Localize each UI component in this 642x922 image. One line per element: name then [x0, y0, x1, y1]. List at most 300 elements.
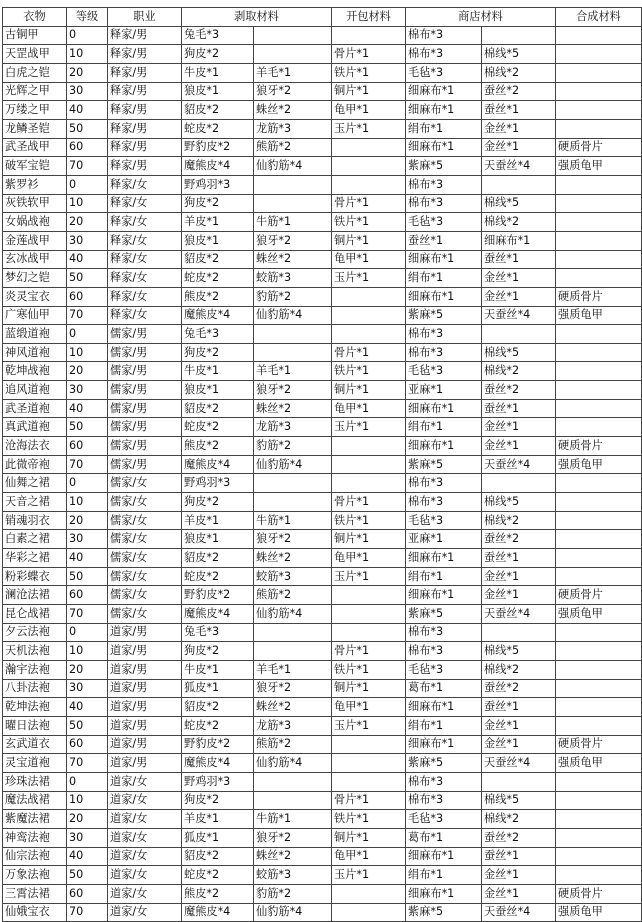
- cell-craft: [556, 45, 642, 64]
- cell-shop-1: 棉布*3: [406, 623, 482, 642]
- cell-craft: [556, 493, 642, 512]
- cell-shop-1: 绢布*1: [406, 866, 482, 885]
- cell-drop-1: 魔熊皮*4: [182, 605, 254, 624]
- table-row: [3, 399, 642, 418]
- cell-drop-2: 羊毛*1: [254, 362, 332, 381]
- cell-shop-2: 金丝*1: [482, 437, 556, 456]
- cell-drop-1: 魔熊皮*4: [182, 157, 254, 176]
- cell-name: 蓝缎道袍: [3, 325, 67, 344]
- table-row: [3, 287, 642, 306]
- cell-drop-2: [254, 175, 332, 194]
- cell-open: 玉片*1: [332, 418, 406, 437]
- cell-open: 铁片*1: [332, 362, 406, 381]
- cell-craft: [556, 866, 642, 885]
- cell-open: 玉片*1: [332, 866, 406, 885]
- cell-name: 金莲战甲: [3, 231, 67, 250]
- cell-drop-2: 牛筋*1: [254, 213, 332, 232]
- cell-drop-2: 龙筋*3: [254, 119, 332, 138]
- cell-name: 乾坤战袍: [3, 362, 67, 381]
- cell-drop-2: 蛛丝*2: [254, 698, 332, 717]
- cell-drop-2: [254, 343, 332, 362]
- cell-level: 40: [67, 399, 108, 418]
- cell-level: 70: [67, 157, 108, 176]
- table-row: [3, 175, 642, 194]
- cell-drop-1: 熊皮*2: [182, 437, 254, 456]
- cell-drop-1: 貂皮*2: [182, 250, 254, 269]
- cell-open: 铁片*1: [332, 511, 406, 530]
- cell-drop-1: 蛇皮*2: [182, 716, 254, 735]
- cell-craft: [556, 343, 642, 362]
- cell-name: 白素之裙: [3, 530, 67, 549]
- cell-job: 道家/女: [108, 866, 182, 885]
- cell-level: 50: [67, 866, 108, 885]
- cell-name: 天罡战甲: [3, 45, 67, 64]
- cell-craft: [556, 716, 642, 735]
- table-row: [3, 119, 642, 138]
- cell-drop-2: 熊筋*2: [254, 138, 332, 157]
- cell-drop-1: 狼皮*1: [182, 82, 254, 101]
- cell-craft: [556, 679, 642, 698]
- cell-job: 儒家/男: [108, 437, 182, 456]
- cell-job: 释家/男: [108, 157, 182, 176]
- cell-shop-2: 棉线*2: [482, 660, 556, 679]
- cell-drop-2: 蛟筋*3: [254, 567, 332, 586]
- table-row: [3, 642, 642, 661]
- cell-shop-2: 蚕丝*2: [482, 82, 556, 101]
- cell-level: 30: [67, 381, 108, 400]
- cell-drop-1: 蛇皮*2: [182, 567, 254, 586]
- cell-drop-1: 狼皮*1: [182, 231, 254, 250]
- cell-drop-2: [254, 791, 332, 810]
- cell-craft: [556, 101, 642, 120]
- cell-job: 道家/男: [108, 623, 182, 642]
- cell-shop-1: 棉布*3: [406, 325, 482, 344]
- cell-drop-2: 羊毛*1: [254, 660, 332, 679]
- cell-shop-1: 棉布*3: [406, 175, 482, 194]
- table-row: [3, 231, 642, 250]
- cell-level: 0: [67, 175, 108, 194]
- cell-shop-2: 天蚕丝*4: [482, 605, 556, 624]
- cell-name: 瀚宇法袍: [3, 660, 67, 679]
- cell-drop-2: 狼牙*2: [254, 530, 332, 549]
- cell-drop-1: 狗皮*2: [182, 791, 254, 810]
- cell-drop-2: [254, 26, 332, 45]
- cell-name: 万象法袍: [3, 866, 67, 885]
- cell-open: 铁片*1: [332, 63, 406, 82]
- cell-shop-1: 棉布*3: [406, 194, 482, 213]
- cell-drop-2: 仙豹筋*4: [254, 605, 332, 624]
- cell-drop-2: 仙豹筋*4: [254, 455, 332, 474]
- cell-level: 20: [67, 810, 108, 829]
- cell-drop-1: 狐皮*1: [182, 679, 254, 698]
- cell-name: 万缕之甲: [3, 101, 67, 120]
- cell-job: 释家/女: [108, 250, 182, 269]
- cell-drop-1: 貂皮*2: [182, 549, 254, 568]
- cell-job: 释家/女: [108, 175, 182, 194]
- cell-open: [332, 605, 406, 624]
- cell-drop-2: 豹筋*2: [254, 884, 332, 903]
- cell-shop-1: 棉布*3: [406, 772, 482, 791]
- cell-job: 释家/女: [108, 306, 182, 325]
- cell-job: 道家/女: [108, 791, 182, 810]
- cell-level: 30: [67, 231, 108, 250]
- cell-shop-1: 细麻布*1: [406, 586, 482, 605]
- cell-craft: [556, 381, 642, 400]
- cell-drop-1: 狼皮*1: [182, 381, 254, 400]
- cell-shop-2: 金丝*1: [482, 567, 556, 586]
- cell-open: 骨片*1: [332, 45, 406, 64]
- cell-shop-2: 金丝*1: [482, 138, 556, 157]
- table-row: [3, 754, 642, 773]
- cell-drop-1: 貂皮*2: [182, 101, 254, 120]
- cell-drop-1: 野豹皮*2: [182, 138, 254, 157]
- cell-drop-1: 羊皮*1: [182, 511, 254, 530]
- cell-name: 玄冰战甲: [3, 250, 67, 269]
- cell-drop-2: 熊筋*2: [254, 735, 332, 754]
- cell-shop-2: 棉线*5: [482, 642, 556, 661]
- cell-job: 儒家/女: [108, 474, 182, 493]
- cell-drop-2: 狼牙*2: [254, 82, 332, 101]
- cell-open: 铜片*1: [332, 828, 406, 847]
- cell-level: 10: [67, 45, 108, 64]
- header-row: [3, 8, 642, 27]
- cell-name: 此微帝袍: [3, 455, 67, 474]
- cell-level: 0: [67, 772, 108, 791]
- cell-name: 天机法袍: [3, 642, 67, 661]
- cell-job: 释家/男: [108, 26, 182, 45]
- cell-shop-1: 绢布*1: [406, 418, 482, 437]
- cell-shop-1: 亚麻*1: [406, 530, 482, 549]
- table-row: [3, 269, 642, 288]
- cell-open: 骨片*1: [332, 194, 406, 213]
- table-row: [3, 437, 642, 456]
- cell-job: 儒家/男: [108, 399, 182, 418]
- cell-drop-2: 龙筋*3: [254, 716, 332, 735]
- cell-craft: [556, 474, 642, 493]
- cell-job: 道家/女: [108, 810, 182, 829]
- cell-job: 道家/男: [108, 660, 182, 679]
- cell-level: 40: [67, 549, 108, 568]
- cell-level: 60: [67, 586, 108, 605]
- cell-drop-1: 蛇皮*2: [182, 866, 254, 885]
- cell-shop-2: 金丝*1: [482, 287, 556, 306]
- cell-shop-2: 金丝*1: [482, 716, 556, 735]
- cell-open: 骨片*1: [332, 343, 406, 362]
- cell-shop-1: 细麻布*1: [406, 82, 482, 101]
- cell-drop-2: 仙豹筋*4: [254, 157, 332, 176]
- cell-name: 灰铁软甲: [3, 194, 67, 213]
- cell-open: 铜片*1: [332, 231, 406, 250]
- cell-name: 紫罗衫: [3, 175, 67, 194]
- cell-drop-1: 牛皮*1: [182, 362, 254, 381]
- cell-craft: [556, 82, 642, 101]
- cell-shop-2: 金丝*1: [482, 884, 556, 903]
- cell-drop-1: 熊皮*2: [182, 884, 254, 903]
- cell-shop-2: 天蚕丝*4: [482, 455, 556, 474]
- cell-job: 释家/女: [108, 269, 182, 288]
- cell-drop-2: 蛛丝*2: [254, 250, 332, 269]
- cell-craft: [556, 549, 642, 568]
- cell-shop-1: 毛毡*3: [406, 362, 482, 381]
- table-row: [3, 586, 642, 605]
- cell-level: 20: [67, 63, 108, 82]
- table-row: [3, 26, 642, 45]
- cell-shop-1: 毛毡*3: [406, 511, 482, 530]
- cell-name: 武圣战甲: [3, 138, 67, 157]
- cell-job: 道家/男: [108, 716, 182, 735]
- cell-drop-1: 兔毛*3: [182, 623, 254, 642]
- cell-craft: [556, 567, 642, 586]
- cell-open: 铜片*1: [332, 679, 406, 698]
- cell-job: 儒家/女: [108, 567, 182, 586]
- cell-drop-1: 魔熊皮*4: [182, 754, 254, 773]
- cell-level: 50: [67, 119, 108, 138]
- table-row: [3, 866, 642, 885]
- cell-name: 仙宗法袍: [3, 847, 67, 866]
- cell-job: 道家/男: [108, 735, 182, 754]
- table-row: [3, 716, 642, 735]
- cell-level: 50: [67, 269, 108, 288]
- cell-shop-1: 毛毡*3: [406, 660, 482, 679]
- table-row: [3, 455, 642, 474]
- cell-shop-1: 棉布*3: [406, 791, 482, 810]
- cell-name: 夕云法袍: [3, 623, 67, 642]
- cell-level: 20: [67, 511, 108, 530]
- table-row: [3, 138, 642, 157]
- cell-open: 龟甲*1: [332, 847, 406, 866]
- cell-drop-1: 貂皮*2: [182, 847, 254, 866]
- table-row: [3, 567, 642, 586]
- header-craft-materials: 合成材料: [556, 8, 642, 27]
- cell-level: 10: [67, 194, 108, 213]
- cell-shop-1: 细麻布*1: [406, 698, 482, 717]
- cell-shop-2: 天蚕丝*4: [482, 157, 556, 176]
- header-drop-materials: 剥取材料: [182, 8, 332, 27]
- cell-job: 儒家/女: [108, 605, 182, 624]
- cell-shop-2: [482, 325, 556, 344]
- cell-level: 20: [67, 660, 108, 679]
- cell-shop-2: 金丝*1: [482, 269, 556, 288]
- cell-shop-1: 细麻布*1: [406, 847, 482, 866]
- cell-open: 铁片*1: [332, 810, 406, 829]
- cell-name: 华彩之裙: [3, 549, 67, 568]
- cell-craft: [556, 828, 642, 847]
- cell-shop-2: 棉线*2: [482, 213, 556, 232]
- cell-craft: [556, 791, 642, 810]
- cell-level: 0: [67, 474, 108, 493]
- table-row: [3, 772, 642, 791]
- cell-drop-1: 魔熊皮*4: [182, 455, 254, 474]
- cell-shop-1: 紫麻*5: [406, 455, 482, 474]
- table-row: [3, 903, 642, 922]
- cell-job: 释家/女: [108, 231, 182, 250]
- cell-shop-1: 蚕丝*1: [406, 231, 482, 250]
- cell-drop-1: 魔熊皮*4: [182, 306, 254, 325]
- cell-drop-2: [254, 623, 332, 642]
- cell-name: 魔法战裙: [3, 791, 67, 810]
- cell-drop-2: 蛟筋*3: [254, 866, 332, 885]
- cell-drop-2: 蛟筋*3: [254, 269, 332, 288]
- cell-drop-1: 狐皮*1: [182, 828, 254, 847]
- cell-drop-2: 狼牙*2: [254, 828, 332, 847]
- cell-job: 儒家/女: [108, 493, 182, 512]
- cell-drop-1: 野豹皮*2: [182, 735, 254, 754]
- cell-name: 破军宝铠: [3, 157, 67, 176]
- cell-level: 70: [67, 605, 108, 624]
- cell-drop-2: [254, 474, 332, 493]
- cell-level: 60: [67, 287, 108, 306]
- cell-drop-1: 狗皮*2: [182, 642, 254, 661]
- cell-shop-1: 毛毡*3: [406, 213, 482, 232]
- cell-craft: [556, 325, 642, 344]
- cell-job: 道家/男: [108, 642, 182, 661]
- cell-level: 30: [67, 828, 108, 847]
- cell-drop-1: 狼皮*1: [182, 530, 254, 549]
- cell-craft: [556, 418, 642, 437]
- cell-name: 珍珠法裙: [3, 772, 67, 791]
- cell-level: 10: [67, 791, 108, 810]
- cell-craft: [556, 698, 642, 717]
- cell-open: [332, 772, 406, 791]
- cell-drop-2: 蛛丝*2: [254, 101, 332, 120]
- cell-name: 玄武道衣: [3, 735, 67, 754]
- table-row: [3, 213, 642, 232]
- cell-craft: [556, 250, 642, 269]
- cell-shop-2: 棉线*2: [482, 810, 556, 829]
- cell-shop-2: 金丝*1: [482, 119, 556, 138]
- cell-shop-1: 紫麻*5: [406, 157, 482, 176]
- cell-name: 昆仑战裙: [3, 605, 67, 624]
- cell-open: [332, 735, 406, 754]
- cell-craft: 硬质骨片: [556, 287, 642, 306]
- cell-open: [332, 754, 406, 773]
- cell-craft: 强质龟甲: [556, 455, 642, 474]
- cell-open: [332, 586, 406, 605]
- cell-shop-2: 蚕丝*1: [482, 250, 556, 269]
- cell-name: 真武道袍: [3, 418, 67, 437]
- cell-open: [332, 884, 406, 903]
- cell-shop-1: 亚麻*1: [406, 381, 482, 400]
- cell-craft: 硬质骨片: [556, 586, 642, 605]
- header-name: 衣物: [3, 8, 67, 27]
- cell-job: 道家/女: [108, 828, 182, 847]
- cell-drop-2: 豹筋*2: [254, 287, 332, 306]
- cell-level: 20: [67, 213, 108, 232]
- cell-drop-2: 熊筋*2: [254, 586, 332, 605]
- cell-shop-2: 金丝*1: [482, 735, 556, 754]
- cell-level: 50: [67, 716, 108, 735]
- cell-job: 道家/男: [108, 698, 182, 717]
- cell-name: 灵宝道袍: [3, 754, 67, 773]
- cell-open: [332, 138, 406, 157]
- cell-name: 武圣道袍: [3, 399, 67, 418]
- cell-drop-1: 野鸡羽*3: [182, 474, 254, 493]
- cell-job: 儒家/女: [108, 511, 182, 530]
- cell-job: 儒家/女: [108, 549, 182, 568]
- cell-level: 10: [67, 343, 108, 362]
- cell-open: [332, 175, 406, 194]
- cell-drop-1: 野鸡羽*3: [182, 175, 254, 194]
- cell-shop-1: 绢布*1: [406, 716, 482, 735]
- cell-name: 八卦法袍: [3, 679, 67, 698]
- cell-craft: [556, 530, 642, 549]
- cell-job: 儒家/男: [108, 343, 182, 362]
- cell-name: 光辉之甲: [3, 82, 67, 101]
- cell-drop-1: 蛇皮*2: [182, 269, 254, 288]
- table-row: [3, 828, 642, 847]
- cell-name: 白虎之铠: [3, 63, 67, 82]
- cell-drop-2: 羊毛*1: [254, 63, 332, 82]
- table-row: [3, 250, 642, 269]
- cell-name: 龙鳞圣铠: [3, 119, 67, 138]
- cell-job: 儒家/男: [108, 381, 182, 400]
- cell-craft: [556, 642, 642, 661]
- cell-drop-2: [254, 325, 332, 344]
- cell-level: 30: [67, 530, 108, 549]
- cell-shop-2: 金丝*1: [482, 418, 556, 437]
- cell-level: 70: [67, 903, 108, 922]
- cell-craft: [556, 119, 642, 138]
- cell-craft: 硬质骨片: [556, 884, 642, 903]
- cell-shop-1: 细麻布*1: [406, 437, 482, 456]
- cell-open: 龟甲*1: [332, 101, 406, 120]
- table-row: [3, 381, 642, 400]
- cell-drop-1: 牛皮*1: [182, 63, 254, 82]
- table-row: [3, 660, 642, 679]
- cell-drop-1: 蛇皮*2: [182, 418, 254, 437]
- cell-shop-2: 蚕丝*2: [482, 828, 556, 847]
- cell-job: 儒家/女: [108, 530, 182, 549]
- cell-shop-1: 毛毡*3: [406, 63, 482, 82]
- cell-drop-2: 蛛丝*2: [254, 847, 332, 866]
- cell-drop-1: 野鸡羽*3: [182, 772, 254, 791]
- cell-shop-1: 紫麻*5: [406, 306, 482, 325]
- cell-craft: [556, 772, 642, 791]
- cell-level: 70: [67, 455, 108, 474]
- cell-open: 龟甲*1: [332, 399, 406, 418]
- cell-shop-1: 细麻布*1: [406, 250, 482, 269]
- cell-name: 天音之裙: [3, 493, 67, 512]
- cell-craft: [556, 399, 642, 418]
- cell-shop-1: 棉布*3: [406, 642, 482, 661]
- cell-job: 儒家/女: [108, 586, 182, 605]
- cell-drop-1: 狗皮*2: [182, 194, 254, 213]
- cell-level: 0: [67, 325, 108, 344]
- cell-job: 儒家/男: [108, 455, 182, 474]
- header-open-materials: 开包材料: [332, 8, 406, 27]
- cell-open: 龟甲*1: [332, 549, 406, 568]
- cell-name: 仙舞之裙: [3, 474, 67, 493]
- cell-shop-2: 棉线*5: [482, 343, 556, 362]
- header-job: 职业: [108, 8, 182, 27]
- cell-shop-1: 细麻布*1: [406, 138, 482, 157]
- cell-shop-1: 细麻布*1: [406, 735, 482, 754]
- cell-craft: [556, 63, 642, 82]
- cell-job: 释家/男: [108, 101, 182, 120]
- cell-shop-2: 天蚕丝*4: [482, 306, 556, 325]
- cell-level: 60: [67, 138, 108, 157]
- cell-craft: 硬质骨片: [556, 138, 642, 157]
- cell-job: 儒家/男: [108, 418, 182, 437]
- cell-job: 儒家/男: [108, 362, 182, 381]
- cell-shop-2: 蚕丝*2: [482, 530, 556, 549]
- cell-open: [332, 455, 406, 474]
- cell-name: 粉彩蝶衣: [3, 567, 67, 586]
- cell-drop-2: 狼牙*2: [254, 679, 332, 698]
- cell-shop-2: 棉线*5: [482, 493, 556, 512]
- cell-open: 玉片*1: [332, 119, 406, 138]
- cell-shop-1: 葛布*1: [406, 828, 482, 847]
